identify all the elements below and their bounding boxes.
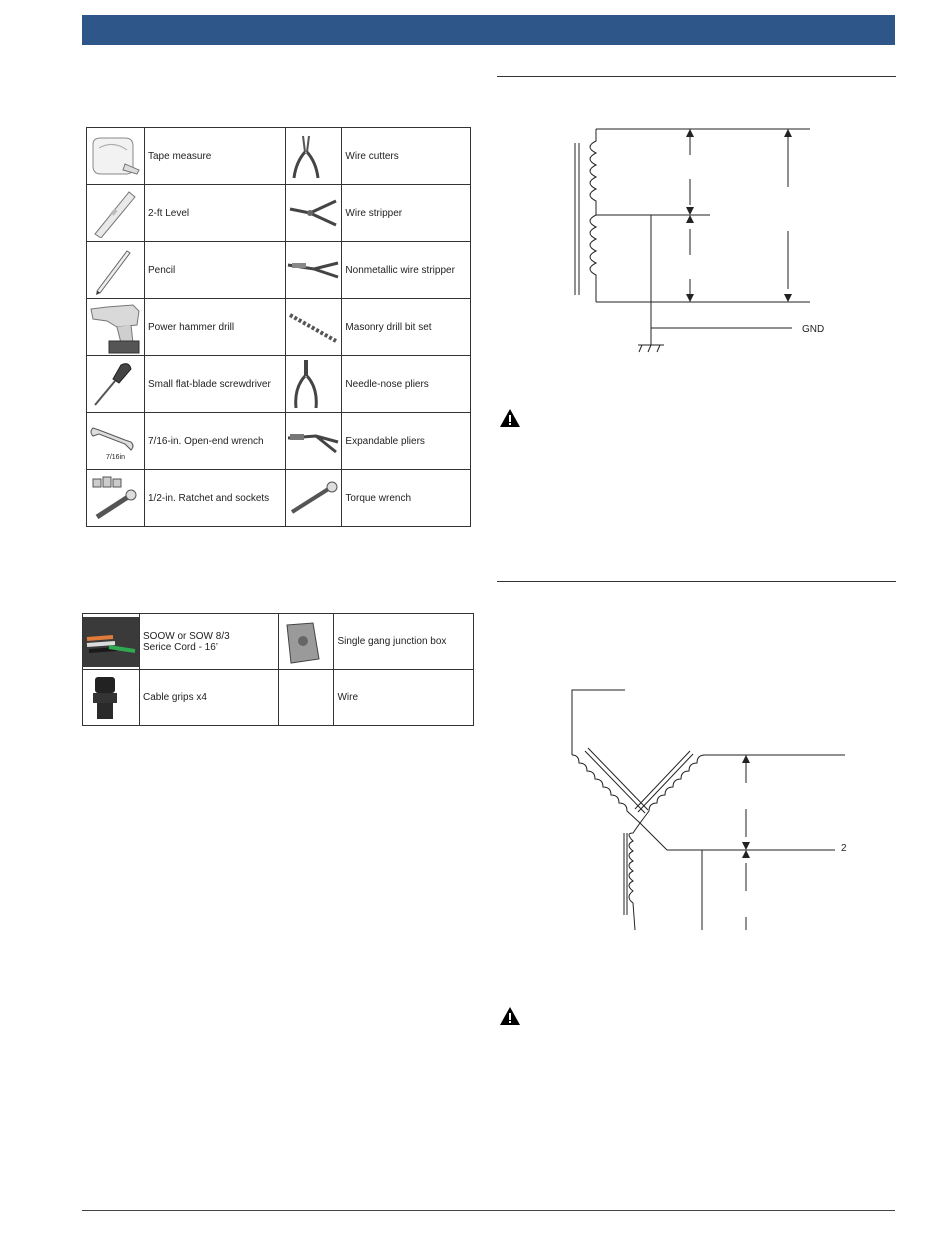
tool-image (87, 299, 145, 356)
wire-cutters-icon (286, 132, 326, 180)
delta-partial-label: 2 (841, 843, 847, 854)
service-cord-icon (83, 617, 139, 667)
needle-nose-pliers-icon (286, 358, 326, 410)
nonmetallic-stripper-icon (286, 255, 340, 285)
tools-table (86, 127, 471, 527)
tool-image (87, 242, 145, 299)
table-row (87, 356, 471, 413)
tool-label: Torque wrench (342, 470, 471, 527)
tool-image (286, 128, 342, 185)
wire-stripper-icon (286, 195, 340, 231)
material-label: Wire (334, 670, 474, 726)
table-row (87, 299, 471, 356)
table-row (87, 128, 471, 185)
table-row (87, 413, 471, 470)
material-label: Cable grips x4 (140, 670, 279, 726)
section-rule (497, 76, 896, 77)
tool-image (286, 356, 342, 413)
tool-image (87, 185, 145, 242)
drill-bit-icon (286, 307, 340, 347)
tool-image (87, 413, 145, 470)
material-image (278, 614, 334, 670)
torque-wrench-icon (286, 478, 340, 518)
junction-box-icon (279, 619, 323, 665)
tool-label: Tape measure (144, 128, 285, 185)
material-image (83, 670, 140, 726)
materials-table (82, 613, 474, 726)
tool-label: Nonmetallic wire stripper (342, 242, 471, 299)
screwdriver-icon (87, 359, 141, 409)
tool-label: 2-ft Level (144, 185, 285, 242)
open-end-wrench-icon (87, 422, 137, 456)
tool-label: 7/16-in. Open-end wrench (144, 413, 285, 470)
tool-image (286, 242, 342, 299)
tool-label: Power hammer drill (144, 299, 285, 356)
footer-rule (82, 1210, 895, 1211)
material-label-line2: Serice Cord - 16’ (143, 641, 219, 653)
cable-grip-icon (83, 673, 127, 723)
expandable-pliers-icon (286, 426, 340, 456)
hammer-drill-icon (87, 299, 143, 355)
delta-diagram (565, 685, 850, 935)
tool-label: Wire stripper (342, 185, 471, 242)
tool-image (87, 356, 145, 413)
tool-label: Wire cutters (342, 128, 471, 185)
tool-image (286, 185, 342, 242)
gnd-label: GND (802, 324, 825, 335)
tool-label: Pencil (144, 242, 285, 299)
tool-label: 1/2-in. Ratchet and sockets (144, 470, 285, 527)
material-label (140, 614, 279, 670)
table-row (87, 470, 471, 527)
table-row (83, 614, 474, 670)
tool-image (87, 470, 145, 527)
section-rule (497, 581, 896, 582)
tape-measure-icon (87, 134, 141, 178)
split-phase-diagram (560, 115, 840, 360)
tool-image (286, 413, 342, 470)
tool-label: Needle-nose pliers (342, 356, 471, 413)
table-row (87, 242, 471, 299)
warning-icon (499, 1006, 521, 1026)
warning-icon (499, 408, 521, 428)
material-image-empty (278, 670, 334, 726)
material-label-line1: SOOW or SOW 8/3 (143, 630, 230, 642)
table-row (83, 670, 474, 726)
tool-image (87, 128, 145, 185)
tool-label: Expandable pliers (342, 413, 471, 470)
table-row (87, 185, 471, 242)
material-label: Single gang junction box (334, 614, 474, 670)
level-icon (87, 188, 141, 238)
header-bar (82, 15, 895, 45)
pencil-icon (87, 245, 141, 295)
tool-label: Masonry drill bit set (342, 299, 471, 356)
tool-image (286, 299, 342, 356)
tool-image (286, 470, 342, 527)
wrench-size-caption: 7/16in (105, 453, 126, 461)
tool-label: Small flat-blade screwdriver (144, 356, 285, 413)
ratchet-sockets-icon (87, 473, 141, 523)
material-image (83, 614, 140, 670)
